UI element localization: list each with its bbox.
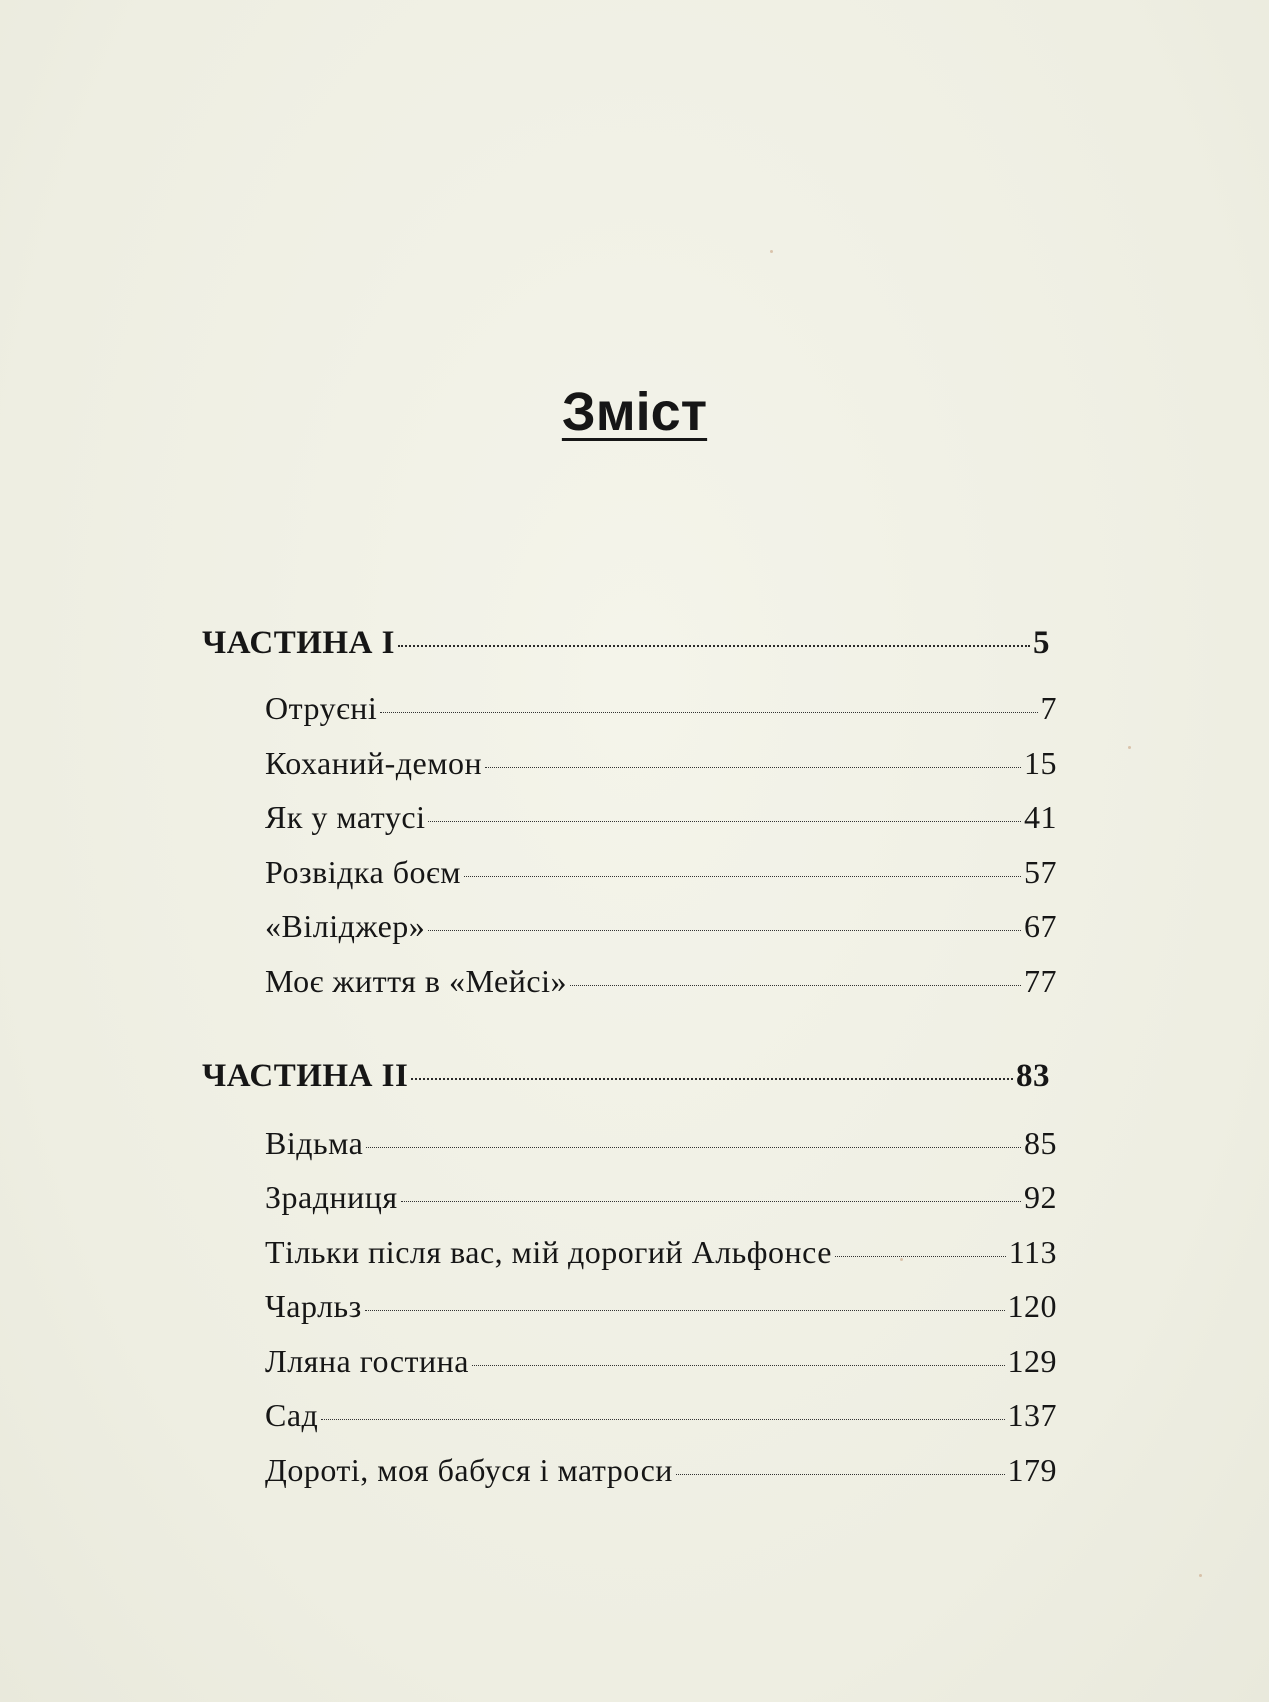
dot-leader [676,1474,1005,1475]
toc-chapter [265,1125,1057,1162]
toc-part-1 [202,625,1050,662]
chapter-title: Дороті, моя бабуся і матроси [265,1452,673,1488]
dot-leader [401,1201,1021,1202]
toc-chapter [265,745,1057,782]
dot-leader [398,645,1030,647]
chapter-title: Чарльз [265,1288,362,1324]
dot-leader [472,1365,1005,1366]
dot-leader [428,930,1021,931]
part-label: ЧАСТИНА І [202,625,396,661]
chapter-page-number: 77 [1024,963,1057,999]
dot-leader [570,985,1021,986]
chapter-title: Моє життя в «Мейсі» [265,963,567,999]
page-title [0,380,1269,444]
chapter-page-number: 67 [1024,908,1057,944]
dot-leader [411,1078,1013,1080]
chapter-page-number: 57 [1024,854,1057,890]
toc-chapter [265,1397,1057,1434]
chapter-page-number: 129 [1007,1343,1057,1379]
chapter-page-number: 137 [1007,1397,1057,1433]
chapter-page-number: 7 [1040,690,1057,726]
toc-chapter [265,1234,1057,1271]
chapter-page-number: 120 [1007,1288,1057,1324]
part-page-number: 5 [1033,625,1050,661]
chapter-title: Отруєні [265,690,378,726]
toc-chapter [265,908,1057,945]
dot-leader [464,876,1021,877]
dot-leader [485,767,1021,768]
dot-leader [835,1256,1006,1257]
paper-speck [1128,746,1131,749]
toc-chapter [265,1288,1057,1325]
page-title-text: Зміст [561,382,708,442]
chapter-title: Як у матусі [265,799,426,835]
toc-part-2 [202,1058,1050,1095]
paper-speck [770,250,773,253]
chapter-title: «Віліджер» [265,908,426,944]
chapter-page-number: 113 [1008,1234,1057,1270]
chapter-title: Відьма [265,1125,364,1161]
toc-chapter [265,963,1057,1000]
dot-leader [365,1310,1005,1311]
toc-chapter [265,690,1057,727]
dot-leader [366,1147,1021,1148]
toc-chapter [265,799,1057,836]
toc-chapter [265,1452,1057,1489]
toc-chapter [265,854,1057,891]
chapter-title: Тільки після вас, мій дорогий Альфонсе [265,1234,832,1270]
dot-leader [321,1419,1004,1420]
paper-speck [900,1258,903,1261]
paper-speck [1199,1574,1202,1577]
chapter-title: Сад [265,1397,319,1433]
toc-chapter [265,1343,1057,1380]
dot-leader [428,821,1021,822]
chapter-title: Лляна гостина [265,1343,469,1379]
chapter-page-number: 15 [1024,745,1057,781]
chapter-title: Зрадниця [265,1179,398,1215]
chapter-page-number: 179 [1007,1452,1057,1488]
part-label: ЧАСТИНА ІІ [202,1058,409,1094]
chapter-title: Коханий-демон [265,745,483,781]
chapter-page-number: 41 [1024,799,1057,835]
chapter-page-number: 85 [1024,1125,1057,1161]
part-page-number: 83 [1016,1058,1050,1094]
chapter-page-number: 92 [1024,1179,1057,1215]
chapter-title: Розвідка боєм [265,854,461,890]
toc-chapter [265,1179,1057,1216]
dot-leader [380,712,1037,713]
